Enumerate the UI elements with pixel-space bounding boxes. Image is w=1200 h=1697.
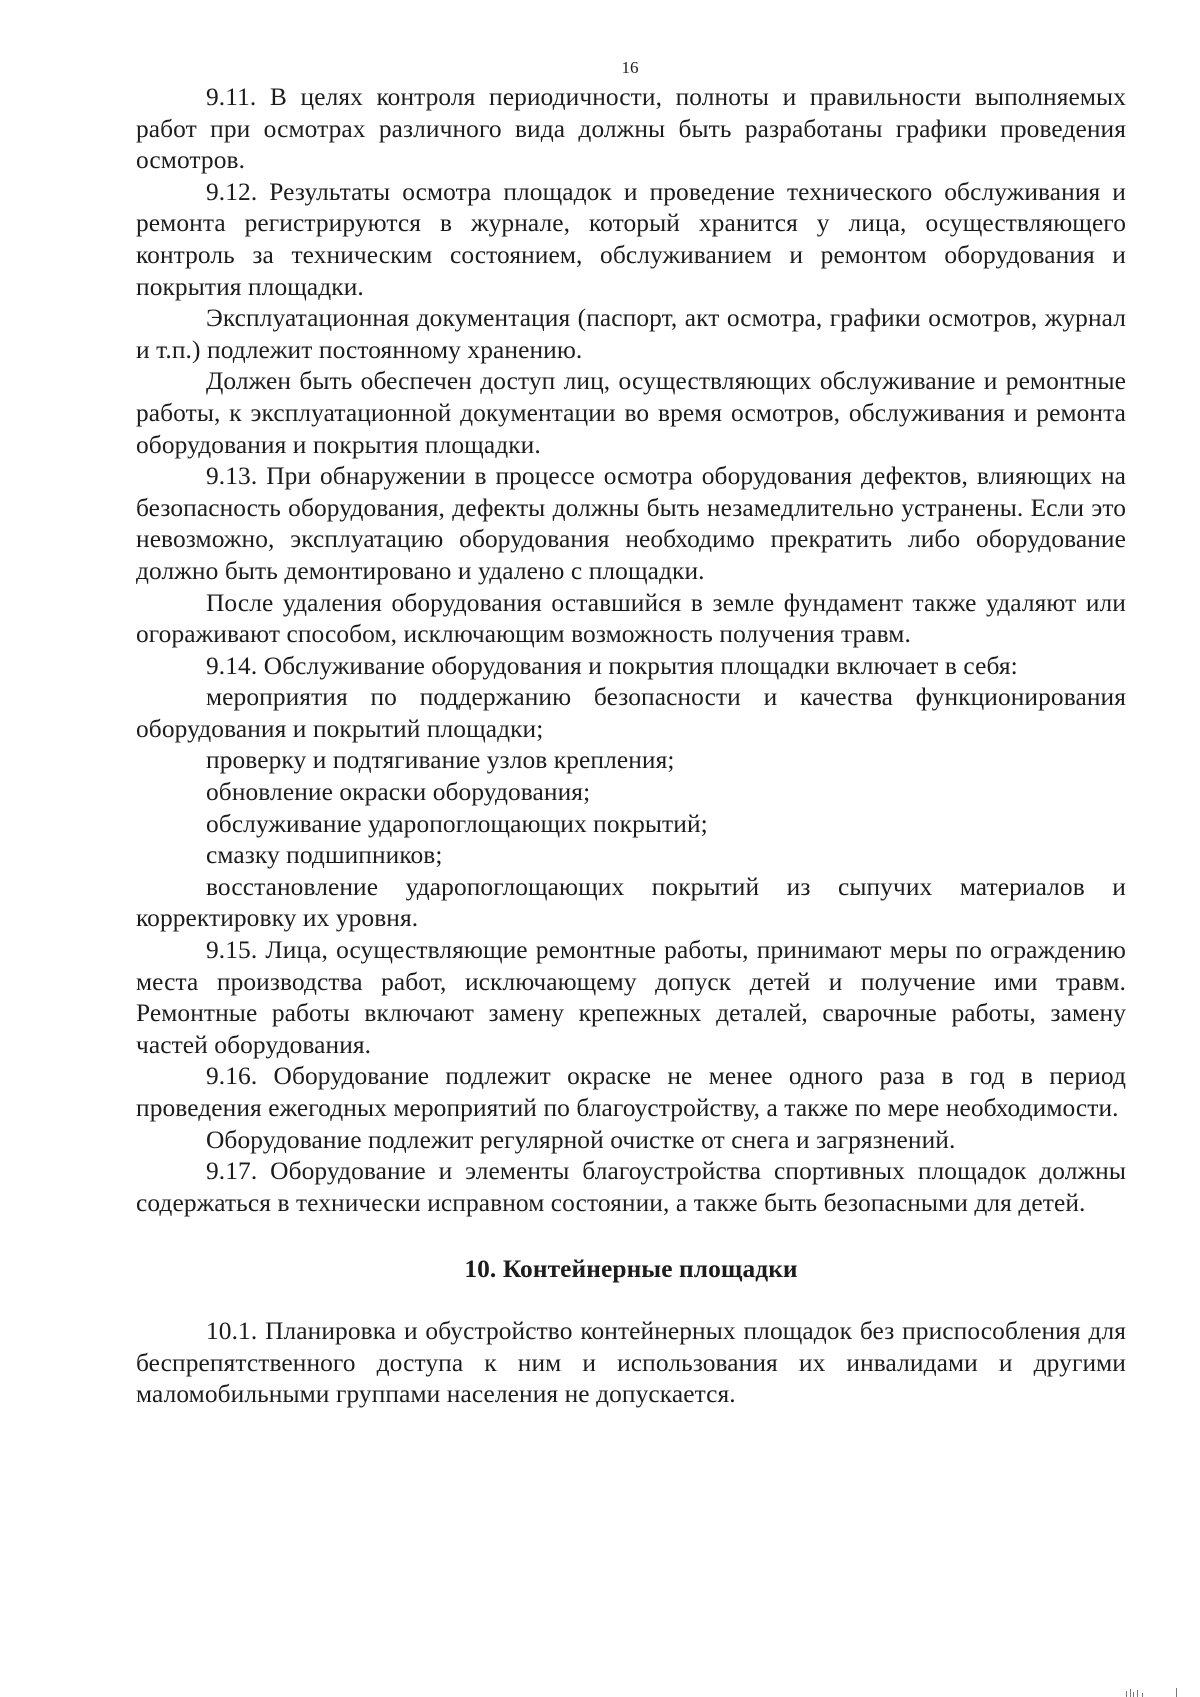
paragraph-documentation: Эксплуатационная документация (паспорт, акт осмотра, графики осмотров, журнал и т.п.) подлежит постоянному хранению. [136,304,1126,364]
paragraph-9-15: 9.15. Лица, осуществляющие ремонтные работы, принимают меры по ограждению места производства работ, исключающему допуск детей и получение ими травм. Ремонтные работы включают замену крепежных деталей, сварочные работы, замену частей оборудования. [136,936,1126,1059]
list-item-fastening-check: проверку и подтягивание узлов крепления; [206,746,675,775]
list-item-coating-restoration: восстановление ударопоглощающих покрытий из сыпучих материалов и корректировку их уровня. [136,872,1126,933]
paragraph-cleaning: Оборудование подлежит регулярной очистке от снега и загрязнений. [206,1125,956,1154]
list-item-bearing-lubrication: смазку подшипников; [206,841,443,870]
paragraph-9-12: 9.12. Результаты осмотра площадок и проведение технического обслуживания и ремонта регистрируются в журнале, который хранится у лица, осуществляющего контроль за техническим состоянием, обслуживанием и ремонтом оборудования и покрытия площадки. [136,177,1126,301]
scan-artifact-marks [1124,1687,1184,1697]
paragraph-foundation-removal: После удаления оборудования оставшийся в земле фундамент также удаляют или огораживают способом, исключающим возможность получения травм. [136,588,1126,649]
document-body [136,82,1126,1411]
paragraph-9-17: 9.17. Оборудование и элементы благоустройства спортивных площадок должны содержаться в технически исправном состоянии, а также быть безопасными для детей. [136,1157,1126,1217]
paragraph-9-11: 9.11. В целях контроля периодичности, полноты и правильности выполняемых работ при осмотрах различного вида должны быть разработаны графики проведения осмотров. [136,83,1126,175]
list-item-paint-renewal: обновление окраски оборудования; [206,778,591,807]
paragraph-9-13: 9.13. При обнаружении в процессе осмотра оборудования дефектов, влияющих на безопасность оборудования, дефекты должны быть незамедлительно устранены. Если это невозможно, эксплуатацию оборудования необходимо прекратить либо оборудование должно быть демонтировано и удалено с площадки. [136,462,1126,585]
section-title: 10. Контейнерные площадки [464,1255,798,1284]
paragraph-access: Должен быть обеспечен доступ лиц, осуществляющих обслуживание и ремонтные работы, к эксплуатационной документации во время осмотров, обслуживания и ремонта оборудования и покрытия площадки. [136,367,1126,459]
list-item-safety-measures: мероприятия по поддержанию безопасности и качества функционирования оборудования и покрытий площадки; [136,683,1126,743]
paragraph-9-14: 9.14. Обслуживание оборудования и покрытия площадки включает в себя: [206,651,1018,680]
list-item-coating-service: обслуживание ударопоглощающих покрытий; [206,809,708,838]
paragraph-10-1: 10.1. Планировка и обустройство контейнерных площадок без приспособления для беспрепятственного доступа к ним и использования их инвалидами и другими маломобильными группами населения не допускается. [136,1316,1126,1409]
page-number: 16 [621,58,639,77]
paragraph-9-16: 9.16. Оборудование подлежит окраске не менее одного раза в год в период проведения ежегодных мероприятий по благоустройству, а также по мере необходимости. [136,1062,1126,1122]
